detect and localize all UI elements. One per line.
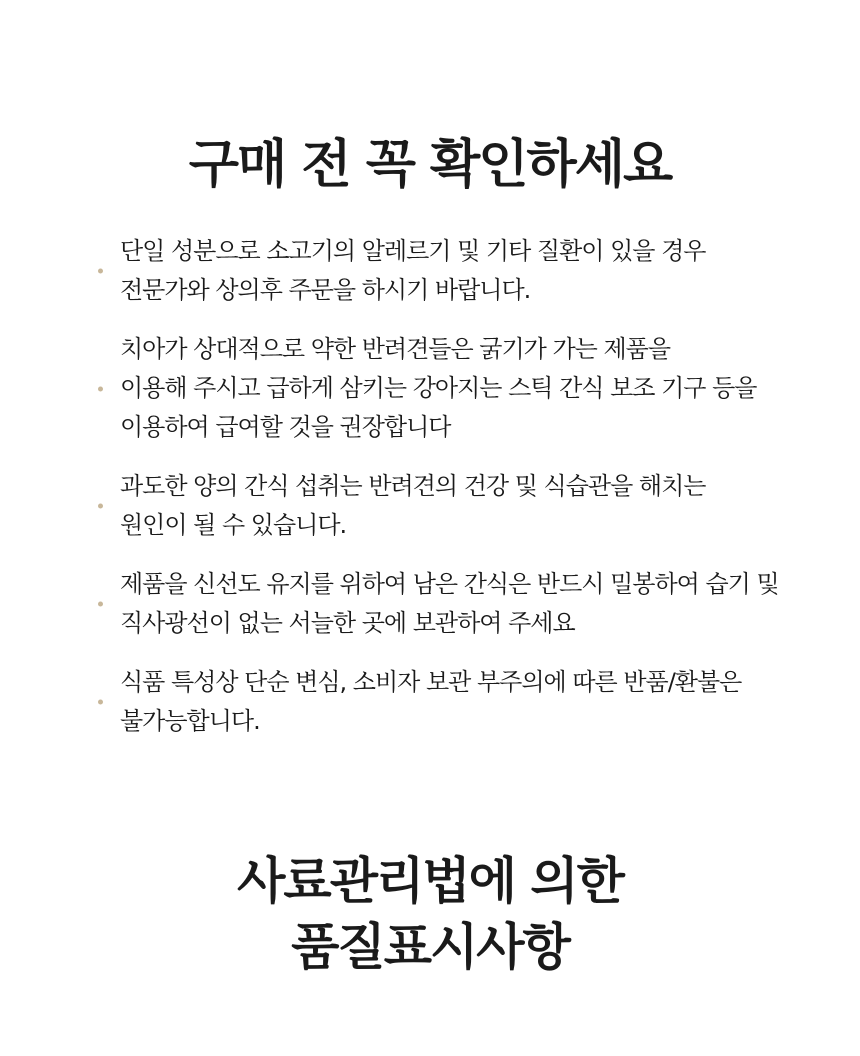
sub-title	[0, 848, 860, 980]
notice-line: 과도한 양의 간식 섭취는 반려견의 건강 및 식습관을 해치는	[120, 472, 706, 500]
notice-item	[0, 330, 860, 447]
notice-line: 제품을 신선도 유지를 위하여 남은 간식은 반드시 밀봉하여 습기 및	[120, 570, 779, 598]
bullet-dot-icon	[98, 386, 103, 391]
notice-item	[0, 565, 860, 643]
bullet-dot-icon	[98, 269, 103, 274]
notice-line: 불가능합니다.	[120, 707, 260, 735]
bullet-dot-icon	[98, 504, 103, 509]
notice-line: 식품 특성상 단순 변심, 소비자 보관 부주의에 따른 반품/환불은	[120, 668, 742, 696]
sub-title-line: 품질표시사항	[291, 918, 569, 976]
sub-title-line: 사료관리법에 의한	[237, 852, 623, 910]
notice-line: 원인이 될 수 있습니다.	[120, 511, 347, 539]
notice-line: 이용하여 급여할 것을 권장합니다	[120, 413, 451, 441]
notice-line: 이용해 주시고 급하게 삼키는 강아지는 스틱 간식 보조 기구 등을	[120, 374, 757, 402]
notice-item	[0, 663, 860, 741]
notice-line: 치아가 상대적으로 약한 반려견들은 굵기가 가는 제품을	[120, 335, 671, 363]
notice-line: 전문가와 상의후 주문을 하시기 바랍니다.	[120, 276, 531, 304]
notice-item	[0, 232, 860, 310]
main-title: 구매 전 꼭 확인하세요	[188, 135, 672, 195]
notice-item	[0, 467, 860, 545]
notice-line: 단일 성분으로 소고기의 알레르기 및 기타 질환이 있을 경우	[120, 237, 706, 265]
notice-list	[0, 232, 860, 761]
notice-line: 직사광선이 없는 서늘한 곳에 보관하여 주세요	[120, 609, 575, 637]
bullet-dot-icon	[98, 700, 103, 705]
bullet-dot-icon	[98, 602, 103, 607]
